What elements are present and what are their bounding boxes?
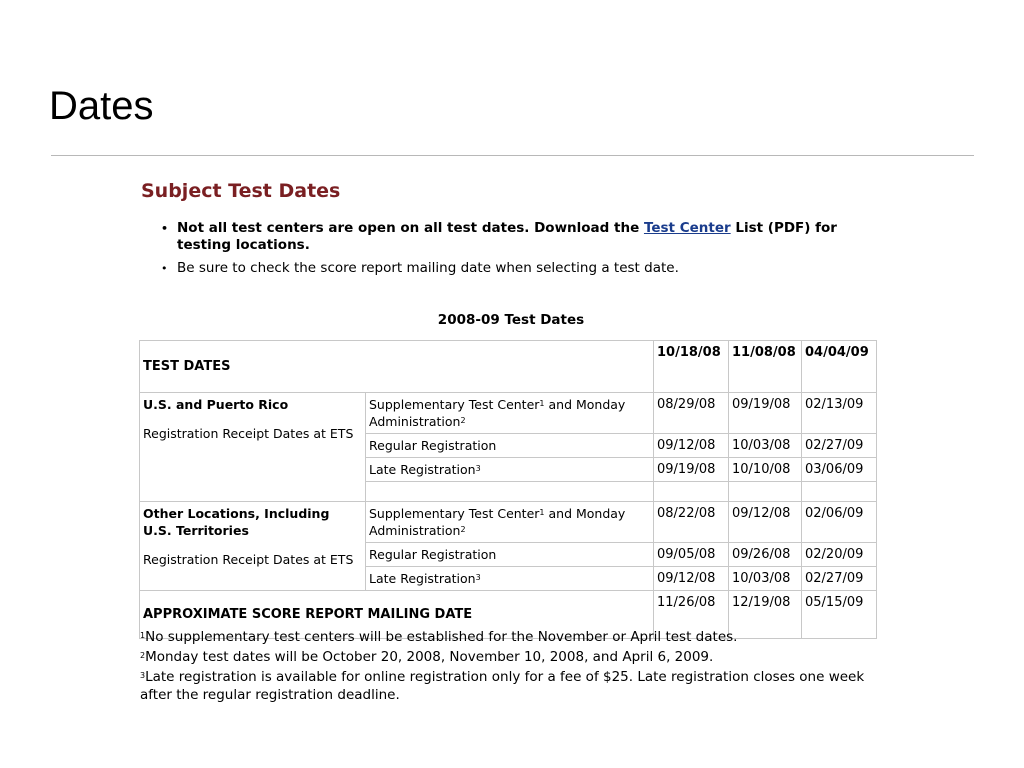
column-header: 10/18/08 (654, 341, 729, 393)
footnotes (140, 628, 885, 706)
date-cell: 08/29/08 (654, 393, 729, 434)
list-item (161, 220, 861, 254)
date-cell: 02/06/09 (802, 502, 877, 543)
date-cell: 09/12/08 (729, 502, 802, 543)
bullet-icon: • (161, 222, 169, 235)
note-text: Be sure to check the score report mailing date when selecting a test date. (177, 260, 679, 276)
footnote: $^3$Late registration is available for online registration only for a fee of $25. Late registration closes one week after the regular registration deadline. (140, 669, 865, 703)
group-title: U.S. and Puerto Rico (143, 397, 289, 412)
table-caption: 2008-09 Test Dates (437, 312, 585, 328)
group-label-cell (140, 393, 366, 502)
date-cell: 02/27/09 (802, 434, 877, 458)
row-label: Supplementary Test Center$^1$ and Monday Administration$^2$ (366, 502, 654, 543)
column-header: 11/08/08 (729, 341, 802, 393)
date-cell: 02/27/09 (802, 567, 877, 591)
table-header-row (140, 341, 877, 393)
group-title: Other Locations, Including U.S. Territories (143, 506, 330, 538)
notes-list (161, 220, 861, 283)
footnote: $^2$Monday test dates will be October 20, 2008, November 10, 2008, and April 6, 2009. (140, 649, 714, 665)
note-text: List (PDF) for testing locations. (177, 220, 837, 253)
slide-title: Dates (49, 84, 154, 128)
date-cell: 09/12/08 (654, 434, 729, 458)
date-cell: 10/10/08 (729, 458, 802, 482)
row-label: Late Registration$^3$ (366, 567, 654, 591)
date-cell: 09/05/08 (654, 543, 729, 567)
title-divider (51, 155, 974, 156)
test-center-link[interactable]: Test Center (643, 220, 731, 236)
group-subtitle: Registration Receipt Dates at ETS (143, 552, 354, 567)
list-item (161, 260, 861, 277)
table-row (140, 393, 877, 434)
group-label-cell (140, 502, 366, 591)
date-cell: 09/19/08 (729, 393, 802, 434)
bullet-icon: • (161, 262, 168, 275)
row-label: Regular Registration (366, 543, 654, 567)
date-cell: 08/22/08 (654, 502, 729, 543)
date-cell: 05/15/09 (802, 591, 877, 639)
mailing-label: APPROXIMATE SCORE REPORT MAILING DATE (140, 591, 654, 639)
group-subtitle: Registration Receipt Dates at ETS (143, 426, 354, 441)
date-cell: 09/12/08 (654, 567, 729, 591)
date-cell: 09/19/08 (654, 458, 729, 482)
note-text: Not all test centers are open on all test dates. Download the (177, 220, 644, 236)
header-label: TEST DATES (140, 341, 654, 393)
date-cell: 02/13/09 (802, 393, 877, 434)
date-cell: 09/26/08 (729, 543, 802, 567)
date-cell: 12/19/08 (729, 591, 802, 639)
date-cell: 03/06/09 (802, 458, 877, 482)
date-cell: 11/26/08 (654, 591, 729, 639)
footnote: $^1$No supplementary test centers will be established for the November or April test dates. (140, 629, 738, 645)
row-label: Regular Registration (366, 434, 654, 458)
date-cell: 10/03/08 (729, 567, 802, 591)
row-label: Supplementary Test Center$^1$ and Monday Administration$^2$ (366, 393, 654, 434)
date-cell: 02/20/09 (802, 543, 877, 567)
column-header: 04/04/09 (802, 341, 877, 393)
test-dates-table (139, 340, 877, 639)
date-cell: 10/03/08 (729, 434, 802, 458)
row-label: Late Registration$^3$ (366, 458, 654, 482)
page-heading: Subject Test Dates (141, 180, 341, 202)
table-row (140, 502, 877, 543)
